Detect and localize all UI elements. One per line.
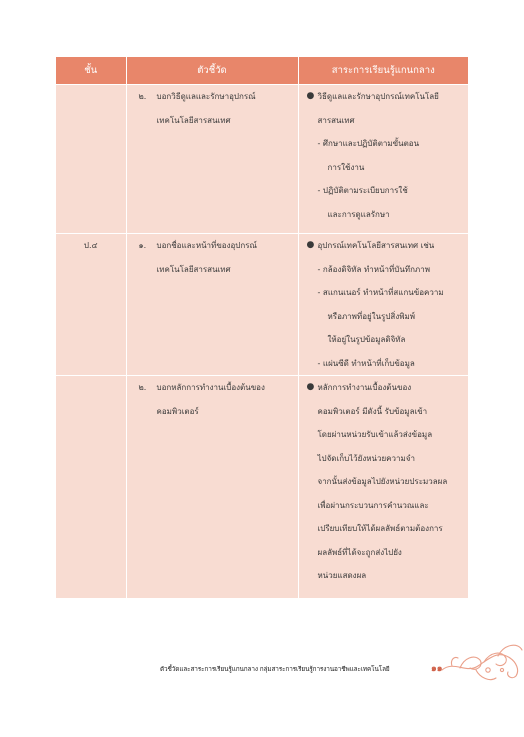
grade-cell: ป.๔: [56, 234, 126, 376]
indicator-text: บอกชื่อและหน้าที่ของอุปกรณ์: [156, 241, 257, 250]
indicator-cell: [126, 376, 298, 598]
indicator-text: คอมพิวเตอร์: [156, 406, 199, 416]
table-row: [56, 85, 468, 234]
content-text: เพื่อผ่านกระบวนการคำนวณและ: [317, 500, 429, 510]
content-cell: [298, 376, 468, 598]
content-cell: [298, 234, 468, 376]
bullet-icon: ●: [306, 382, 315, 392]
sub-item-text: หรือภาพที่อยู่ในรูปสิ่งพิมพ์: [327, 311, 416, 321]
grade-cell: [56, 85, 126, 234]
sub-item-text: - กล้องดิจิทัล ทำหน้าที่บันทึกภาพ: [317, 264, 430, 274]
header-grade: ชั้น: [56, 57, 126, 85]
indicator-number: ๒.: [138, 383, 147, 392]
indicator-number: ๑.: [138, 241, 147, 250]
page-number: ๑๑: [431, 664, 443, 674]
content-text: หลักการทำงานเบื้องต้นของ: [317, 383, 412, 392]
footer-text: ตัวชี้วัดและสาระการเรียนรู้แกนกลาง กลุ่มสาระการเรียนรู้การงานอาชีพและเทคโนโลยี: [160, 665, 390, 673]
header-core-content: สาระการเรียนรู้แกนกลาง: [298, 57, 468, 85]
indicator-text: เทคโนโลยีสารสนเทศ: [156, 115, 231, 125]
sub-item-text: และการดูแลรักษา: [327, 209, 390, 219]
content-text: ผลลัพธ์ที่ได้จะถูกส่งไปยัง: [317, 547, 402, 557]
floral-ornament-icon: [440, 640, 524, 690]
content-cell: [298, 85, 468, 234]
table-row: [56, 234, 468, 376]
grade-cell: [56, 376, 126, 598]
content-text: จากนั้นส่งข้อมูลไปยังหน่วยประมวลผล: [317, 477, 448, 486]
bullet-icon: ●: [306, 91, 315, 101]
content-text: โดยผ่านหน่วยรับเข้าแล้วส่งข้อมูล: [317, 430, 433, 439]
sub-item-text: - ปฏิบัติตามระเบียบการใช้: [317, 186, 408, 195]
content-text: ไปจัดเก็บไว้ยังหน่วยความจำ: [317, 453, 415, 463]
table-row: [56, 376, 468, 598]
content-text: หน่วยแสดงผล: [317, 571, 367, 580]
sub-item-text: - ศึกษาและปฏิบัติตามขั้นตอน: [317, 139, 420, 148]
content-text: คอมพิวเตอร์ มีดังนี้ รับข้อมูลเข้า: [317, 406, 428, 416]
curriculum-table: [56, 57, 468, 598]
indicator-text: บอกวิธีดูแลและรักษาอุปกรณ์: [156, 92, 256, 101]
sub-item-text: การใช้งาน: [327, 162, 365, 172]
header-indicator: ตัวชี้วัด: [126, 57, 298, 85]
table-header-row: [56, 57, 468, 85]
sub-item-text: - แผ่นซีดี ทำหน้าที่เก็บข้อมูล: [317, 358, 415, 368]
indicator-number: ๒.: [138, 92, 147, 101]
indicator-text: บอกหลักการทำงานเบื้องต้นของ: [156, 383, 265, 392]
content-text: สารสนเทศ: [317, 115, 355, 125]
content-text: เปรียบเทียบให้ได้ผลลัพธ์ตามต้องการ: [317, 524, 443, 533]
content-text: วิธีดูแลและรักษาอุปกรณ์เทคโนโลยี: [317, 92, 439, 101]
sub-item-text: ให้อยู่ในรูปข้อมูลดิจิทัล: [327, 335, 406, 344]
content-text: อุปกรณ์เทคโนโลยีสารสนเทศ เช่น: [317, 241, 435, 250]
indicator-cell: [126, 234, 298, 376]
sub-item-text: - สแกนเนอร์ ทำหน้าที่สแกนข้อความ: [317, 288, 444, 297]
indicator-text: เทคโนโลยีสารสนเทศ: [156, 264, 231, 274]
bullet-icon: ●: [306, 240, 315, 250]
indicator-cell: [126, 85, 298, 234]
